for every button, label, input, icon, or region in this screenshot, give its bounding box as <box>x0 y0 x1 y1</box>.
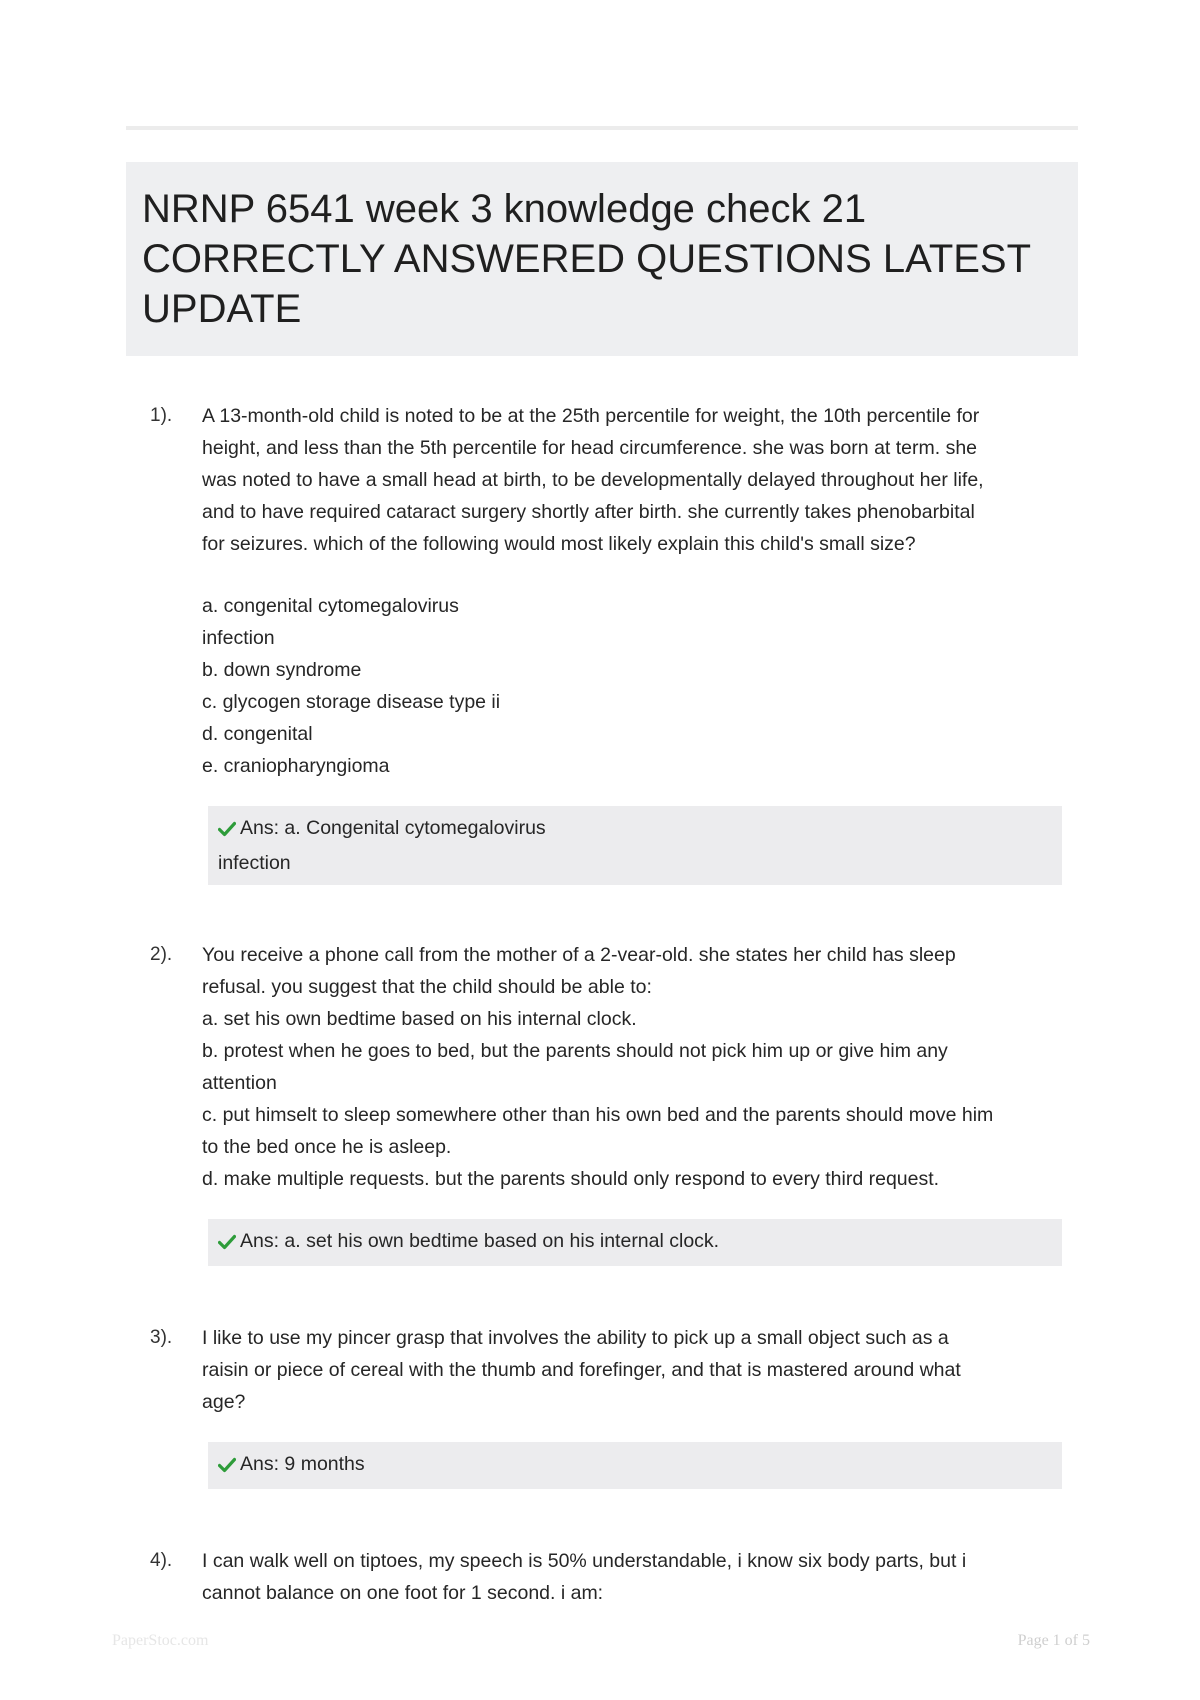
question-3 <box>126 1322 1078 1489</box>
option-a: a. congenital cytomegalovirus infection <box>202 595 459 649</box>
answer-box <box>208 1442 1062 1489</box>
question-text: I like to use my pincer grasp that involves the ability to pick up a small object such as a raisin or piece of cereal with the thumb and forefinger, and that is mastered around what age? <box>202 1327 961 1413</box>
question-2 <box>126 939 1078 1266</box>
question-4 <box>126 1545 1078 1609</box>
question-text: I can walk well on tiptoes, my speech is 50% understandable, i know six body parts, but i cannot balance on one foot for 1 second. i am: <box>202 1550 967 1604</box>
question-body <box>202 1545 1068 1609</box>
option-b: b. down syndrome <box>202 659 362 681</box>
check-icon <box>218 815 240 847</box>
question-text: A 13-month-old child is noted to be at the 25th percentile for weight, the 10th percentile for height, and less than the 5th percentile for head circumference. she was born at term. she was noted to have a small head at birth, to be developmentally delayed throughout her life, and to have required cataract surgery shortly after birth. she currently takes phenobarbital for seizures. which of the following would most likely explain this child's small size? <box>202 405 984 555</box>
answer-text: Ans: a. set his own bedtime based on his internal clock. <box>240 1230 720 1252</box>
document-title: NRNP 6541 week 3 knowledge check 21 CORRECTLY ANSWERED QUESTIONS LATEST UPDATE <box>142 187 1031 331</box>
question-number: 4). <box>150 1550 173 1571</box>
check-icon <box>218 1228 240 1260</box>
question-body <box>202 1322 1068 1489</box>
question-text: You receive a phone call from the mother of a 2-vear-old. she states her child has sleep refusal. you suggest that the child should be able to: a. set his own bedtime based on his internal clock. b. protest when he goes to bed, but the parents should not pick him up or give him any attention c. put himselt to sleep somewhere other than his own bed and the parents should move him to the bed once he is asleep. d. make multiple requests. but the parents should only respond to every third request. <box>202 944 994 1190</box>
question-list <box>126 400 1078 1609</box>
question-number: 3). <box>150 1327 173 1348</box>
answer-text: Ans: a. Congenital cytomegalovirus infection <box>218 817 546 874</box>
question-number: 2). <box>150 944 173 965</box>
answer-box <box>208 806 1062 885</box>
question-body <box>202 400 1068 885</box>
question-number: 1). <box>150 405 173 426</box>
question-1 <box>126 400 1078 885</box>
top-divider <box>126 126 1078 130</box>
answer-text: Ans: 9 months <box>240 1453 365 1475</box>
check-icon <box>218 1451 240 1483</box>
title-box <box>126 162 1078 356</box>
question-body <box>202 939 1068 1266</box>
option-c: c. glycogen storage disease type ii <box>202 691 501 713</box>
option-d: d. congenital <box>202 723 313 745</box>
answer-box <box>208 1219 1062 1266</box>
page-number: Page 1 of 5 <box>1017 1632 1090 1649</box>
answer-options <box>202 590 1068 782</box>
watermark: PaperStoc.com <box>112 1632 209 1649</box>
option-e: e. craniopharyngioma <box>202 755 390 777</box>
